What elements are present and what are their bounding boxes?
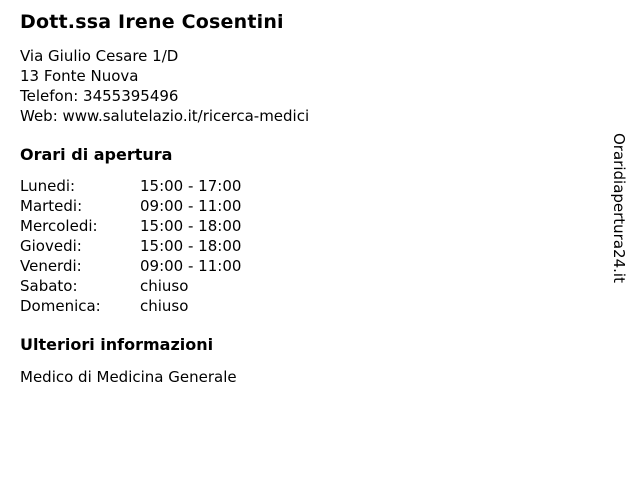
table-row (20, 296, 241, 316)
day-label: Martedi: (20, 197, 83, 216)
phone-line: Telefon: 3455395496 (20, 86, 179, 105)
hours-value: chiuso (140, 277, 189, 296)
table-row (20, 196, 241, 216)
day-label: Venerdi: (20, 257, 82, 276)
hours-value: 15:00 - 18:00 (140, 217, 242, 236)
watermark-site-branding: Oraridiapertura24.it (610, 133, 628, 283)
additional-info-heading: Ulteriori informazioni (20, 335, 214, 355)
day-label: Mercoledi: (20, 217, 98, 236)
table-row (20, 216, 241, 236)
table-row (20, 236, 241, 256)
table-row (20, 176, 241, 196)
contact-block (20, 46, 640, 126)
hours-value: 15:00 - 17:00 (140, 177, 242, 196)
page-title: Dott.ssa Irene Cosentini (20, 11, 284, 33)
opening-hours-table (20, 176, 241, 316)
day-label: Giovedi: (20, 237, 82, 256)
opening-hours-heading: Orari di apertura (20, 144, 173, 164)
web-line: Web: www.salutelazio.it/ricerca-medici (20, 106, 310, 125)
hours-value: 09:00 - 11:00 (140, 197, 242, 216)
table-row (20, 276, 241, 296)
address-city: 13 Fonte Nuova (20, 66, 139, 85)
hours-value: 09:00 - 11:00 (140, 257, 242, 276)
address-street: Via Giulio Cesare 1/D (20, 46, 179, 65)
hours-value: 15:00 - 18:00 (140, 237, 242, 256)
hours-value: chiuso (140, 297, 189, 316)
day-label: Lunedi: (20, 177, 76, 196)
day-label: Domenica: (20, 297, 101, 316)
table-row (20, 256, 241, 276)
day-label: Sabato: (20, 277, 78, 296)
additional-info-text: Medico di Medicina Generale (20, 367, 237, 386)
